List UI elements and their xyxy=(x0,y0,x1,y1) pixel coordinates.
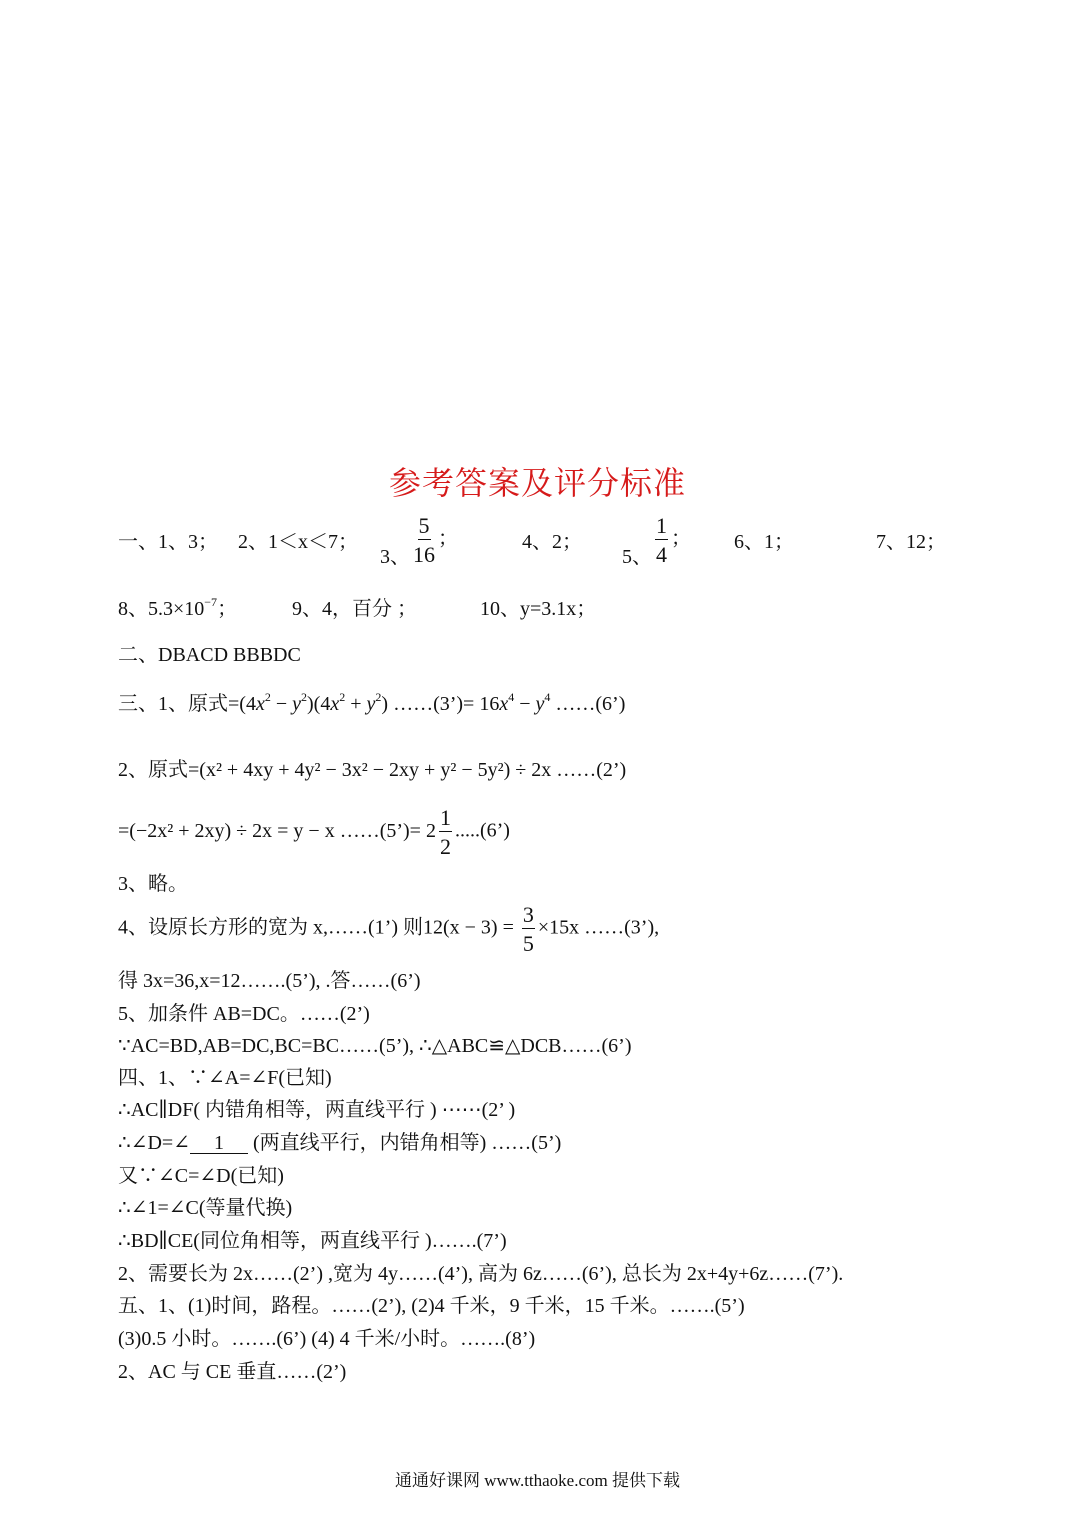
s3-l1-a: 三、1、原式=(4 xyxy=(118,693,256,715)
s3-line-4: 3、略。 xyxy=(118,873,188,895)
s5-line-3: 2、AC 与 CE 垂直……(2’) xyxy=(118,1361,347,1383)
s3-line-8: ∵AC=BD,AB=DC,BC=BC……(5’), ∴△ABC≌△DCB……(6’) xyxy=(118,1035,632,1057)
s3-line-6: 得 3x=36,x=12…….(5’), .答……(6’) xyxy=(118,970,421,992)
s3-l1-b: − xyxy=(270,693,293,715)
s3-l3-a: =(−2x² + 2xy) ÷ 2x = y − x ……(5’)= 2 xyxy=(118,819,436,842)
s1-item-3 xyxy=(380,514,458,566)
s3-l1-e6: 4 xyxy=(544,690,551,704)
s3-l3-b: .....(6’) xyxy=(454,819,510,842)
fill-in-blank: 1 xyxy=(190,1133,248,1154)
s5-line-2: (3)0.5 小时。…….(6’) (4) 4 千米/小时。…….(8’) xyxy=(118,1328,536,1350)
fraction-5-16 xyxy=(413,514,435,566)
s3-l1-y3: y xyxy=(535,693,545,715)
s4-l3-b: (两直线平行，内错角相等) ……(5’) xyxy=(247,1132,562,1154)
s1-item-4: 4、2； xyxy=(522,531,582,553)
s3-line-1 xyxy=(118,690,626,715)
s3-l1-e3: 2 xyxy=(339,690,346,704)
s1-item-7: 7、12； xyxy=(876,531,946,553)
s3-l1-e1: 2 xyxy=(264,690,271,704)
fraction-numerator: 3 xyxy=(522,903,535,929)
s4-line-1: 四、1、∵∠A=∠F(已知) xyxy=(118,1067,332,1089)
s3-l1-g: − xyxy=(514,693,536,715)
fraction-1-2 xyxy=(439,806,452,858)
s3-l1-e5: 4 xyxy=(508,690,515,704)
s3-l5-a: 4、设原长方形的宽为 x,……(1’) 则12(x − 3) = xyxy=(118,916,519,939)
s1-item-3-end: ； xyxy=(438,527,458,550)
section-2: 二、DBACD BBBDC xyxy=(118,644,301,666)
s1-item-8-end: ； xyxy=(217,598,238,620)
s4-line-6: ∴BD∥CE(同位角相等，两直线平行 )…….(7’) xyxy=(118,1230,507,1252)
fraction-denominator: 4 xyxy=(656,542,667,568)
s3-l1-y: y xyxy=(292,693,302,715)
s3-l1-h: ……(6’) xyxy=(550,693,626,715)
s1-item-6: 6、1； xyxy=(734,531,794,553)
s3-line-7: 5、加条件 AB=DC。……(2’) xyxy=(118,1003,370,1025)
fraction-denominator: 5 xyxy=(522,931,534,957)
s1-item-8 xyxy=(118,595,238,620)
s1-item-3-label: 3、 xyxy=(380,545,410,568)
s3-line-5 xyxy=(118,903,659,955)
s4-line-2: ∴AC∥DF( 内错角相等，两直线平行 ) ⋯⋯(2’ ) xyxy=(118,1099,516,1121)
s3-l1-c: )(4 xyxy=(307,693,331,715)
fraction-numerator: 1 xyxy=(655,514,668,540)
s3-l1-e4: 2 xyxy=(375,690,382,704)
s3-line-3 xyxy=(118,806,510,858)
s1-item-8-base: 8、5.3×10 xyxy=(118,598,205,620)
s5-line-1: 五、1、(1)时间，路程。……(2’), (2)4 千米，9 千米，15 千米。…….(5’) xyxy=(118,1295,745,1317)
s1-item-5-label: 5、 xyxy=(622,545,652,568)
s4-line-7: 2、需要长为 2x……(2’) ,宽为 4y……(4’), 高为 6z……(6’), 总长为 2x+4y+6z……(7’). xyxy=(118,1263,844,1285)
s3-l1-d: + xyxy=(345,693,367,715)
fraction-numerator: 1 xyxy=(439,806,452,832)
fraction-numerator: 5 xyxy=(418,514,431,540)
fraction-denominator: 2 xyxy=(439,834,451,860)
fraction-3-5 xyxy=(522,903,535,955)
s3-l1-y2: y xyxy=(366,693,376,715)
s1-item-8-exponent: −7 xyxy=(204,595,218,609)
s1-item-9: 9、4，百分 ； xyxy=(292,598,417,620)
s4-line-4: 又∵∠C=∠D(已知) xyxy=(118,1165,284,1187)
s3-l5-b: ×15x ……(3’), xyxy=(537,916,660,939)
fraction-1-4 xyxy=(655,514,668,566)
fraction-denominator: 16 xyxy=(413,542,435,568)
s3-l1-x3: x xyxy=(499,693,509,715)
s3-l1-e2: 2 xyxy=(301,690,308,704)
footer: 通通好课网 www.tthaoke.com 提供下载 xyxy=(394,1471,681,1490)
s4-l3-a: ∴∠D=∠ xyxy=(118,1132,190,1154)
s4-line-5: ∴∠1=∠C(等量代换) xyxy=(118,1197,293,1219)
s3-line-2: 2、原式=(x² + 4xy + 4y² − 3x² − 2xy + y² − 5y²) ÷ 2x ……(2’) xyxy=(118,759,627,781)
s1-item-5 xyxy=(622,514,691,566)
s1-item-1: 一、1、3； xyxy=(118,531,218,553)
s3-l1-x: x xyxy=(255,693,265,715)
s1-item-5-end: ； xyxy=(671,527,691,550)
s4-line-3 xyxy=(118,1133,561,1154)
s3-l1-f: ) ……(3’)= 16 xyxy=(381,693,500,715)
s3-l1-x2: x xyxy=(330,693,340,715)
s1-item-2: 2、1＜x＜7； xyxy=(238,531,358,553)
page-title: 参考答案及评分标准 xyxy=(388,464,686,502)
s1-item-10: 10、y=3.1x； xyxy=(480,598,597,620)
